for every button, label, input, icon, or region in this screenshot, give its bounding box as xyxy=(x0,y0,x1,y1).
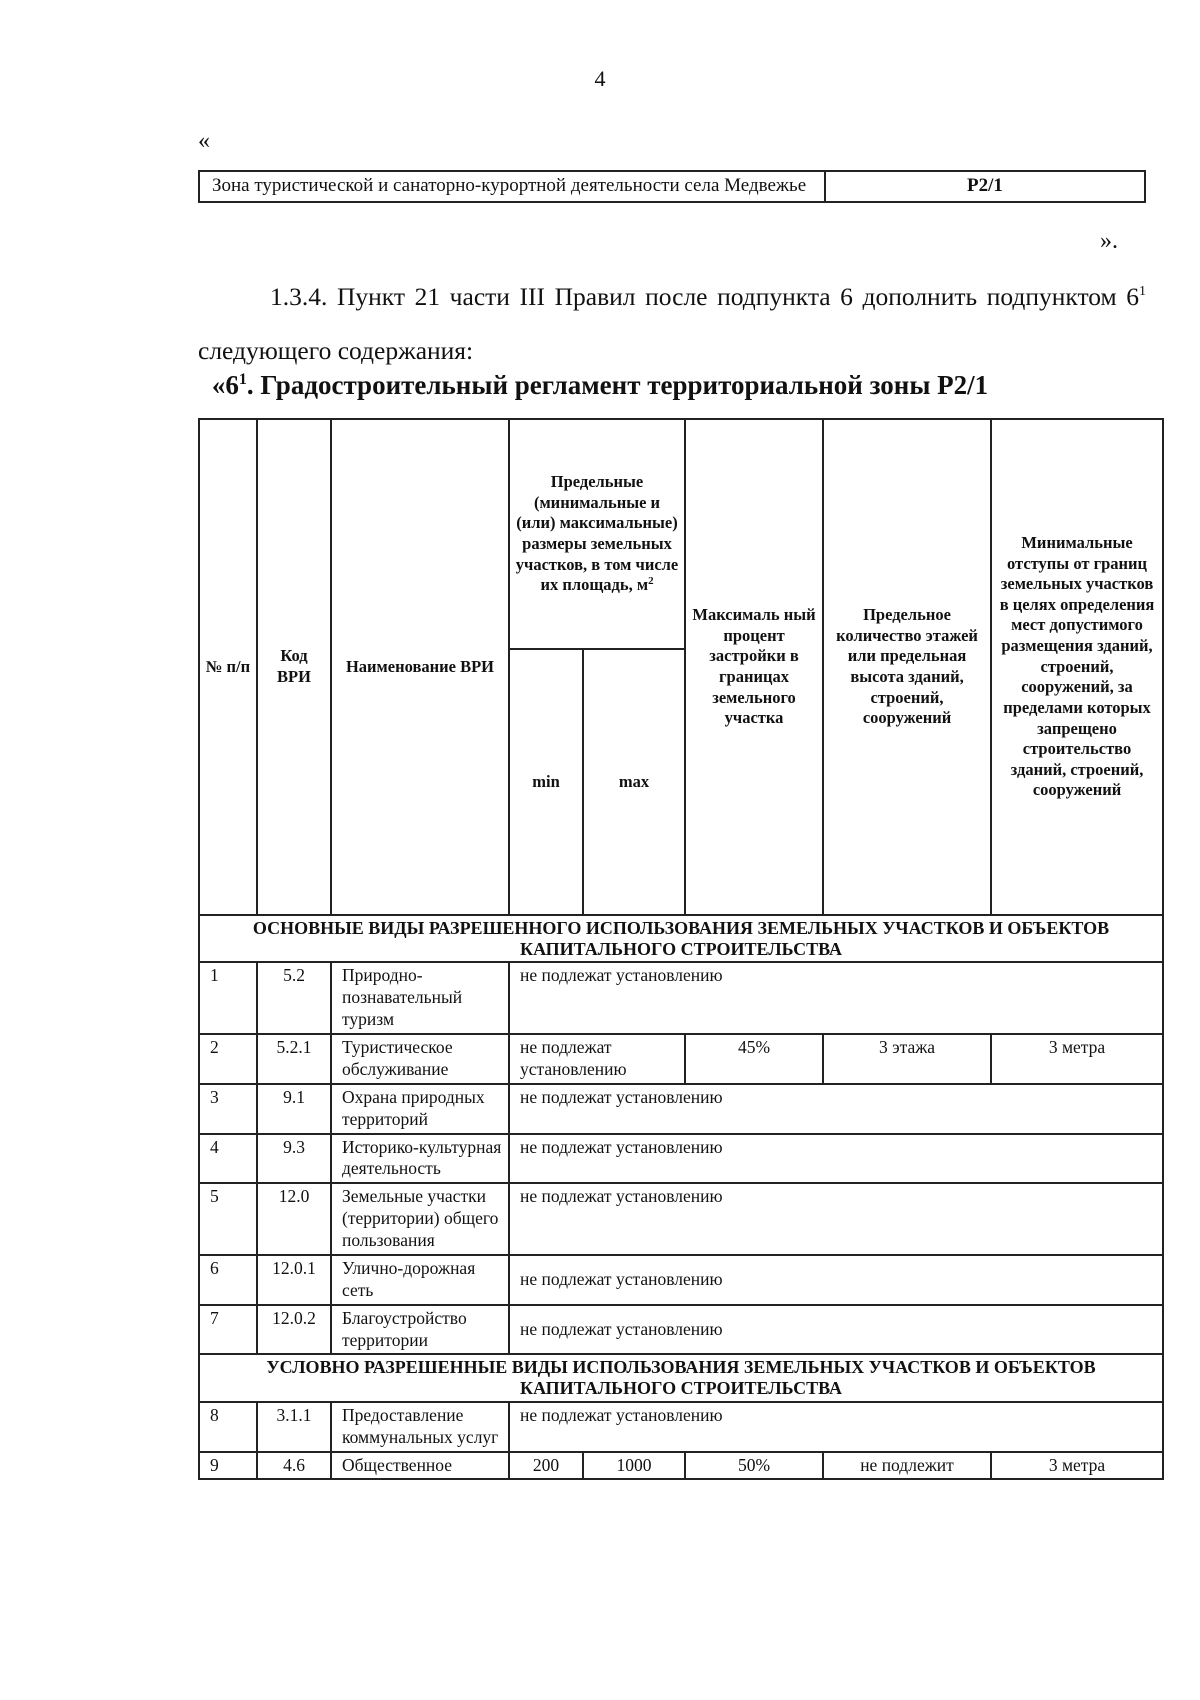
row-merged-value: не подлежат установлению xyxy=(509,1402,1163,1452)
row-merged-value: не подлежат установлению xyxy=(509,1255,1163,1305)
row-name: Земельные участки (территории) общего пользования xyxy=(331,1183,509,1255)
heading-text: . Градостроительный регламент территориальной зоны Р2/1 xyxy=(246,370,989,400)
header-name: Наименование ВРИ xyxy=(331,419,509,915)
header-size-group-text: Предельные (минимальные и (или) максимальные) размеры земельных участков, в том числе их площадь, м xyxy=(515,472,679,595)
heading-superscript: 1 xyxy=(238,371,247,388)
row-name: Туристическое обслуживание xyxy=(331,1034,509,1084)
header-code: Код ВРИ xyxy=(257,419,331,915)
header-row xyxy=(199,419,1163,649)
row-code: 9.1 xyxy=(257,1084,331,1134)
paragraph-superscript: 1 xyxy=(1139,284,1146,299)
paragraph-text: 1.3.4. Пункт 21 части III Правил после подпункта 6 дополнить подпунктом 6 xyxy=(270,282,1139,311)
table-row xyxy=(199,962,1163,1034)
row-num: 8 xyxy=(199,1402,257,1452)
table-row xyxy=(199,1305,1163,1355)
amendment-paragraph xyxy=(198,270,1146,378)
header-max-percent: Максималь ный процент застройки в границах земельного участка xyxy=(685,419,823,915)
closing-quote-mark: ». xyxy=(1100,228,1118,254)
header-size-group xyxy=(509,419,685,649)
row-floors: 3 этажа xyxy=(823,1034,991,1084)
row-merged-value: не подлежат установлению xyxy=(509,1305,1163,1355)
row-code: 4.6 xyxy=(257,1452,331,1480)
row-floors: не подлежит xyxy=(823,1452,991,1480)
row-size: не подлежат установлению xyxy=(509,1034,685,1084)
opening-quote-mark: « xyxy=(198,128,210,154)
zone-code-cell: Р2/1 xyxy=(825,171,1145,202)
section-row-main xyxy=(199,915,1163,962)
page-number: 4 xyxy=(594,66,606,91)
row-code: 5.2 xyxy=(257,962,331,1034)
row-code: 12.0.1 xyxy=(257,1255,331,1305)
table-row xyxy=(199,1034,1163,1084)
row-code: 12.0 xyxy=(257,1183,331,1255)
zone-table xyxy=(198,170,1146,203)
row-num: 7 xyxy=(199,1305,257,1355)
row-num: 5 xyxy=(199,1183,257,1255)
row-name: Общественное xyxy=(331,1452,509,1480)
row-num: 1 xyxy=(199,962,257,1034)
row-percent: 50% xyxy=(685,1452,823,1480)
row-num: 4 xyxy=(199,1134,257,1184)
table-row xyxy=(199,1402,1163,1452)
header-num: № п/п xyxy=(199,419,257,915)
heading-prefix: «6 xyxy=(211,370,239,400)
row-num: 6 xyxy=(199,1255,257,1305)
row-min: 200 xyxy=(509,1452,583,1480)
header-size-superscript: 2 xyxy=(648,575,654,588)
row-merged-value: не подлежат установлению xyxy=(509,962,1163,1034)
row-code: 9.3 xyxy=(257,1134,331,1184)
header-setbacks: Минимальные отступы от границ земельных участков в целях определения мест допустимого размещения зданий, строений, сооружений, за пределами которых запрещено строительство зданий, строений, сооружений xyxy=(991,419,1163,915)
row-merged-value: не подлежат установлению xyxy=(509,1183,1163,1255)
zone-row xyxy=(199,171,1145,202)
table-row xyxy=(199,1084,1163,1134)
table-row xyxy=(199,1134,1163,1184)
regulation-table xyxy=(198,418,1164,1480)
row-code: 5.2.1 xyxy=(257,1034,331,1084)
row-code: 3.1.1 xyxy=(257,1402,331,1452)
header-min: min xyxy=(509,649,583,915)
table-row xyxy=(199,1255,1163,1305)
section-title: ОСНОВНЫЕ ВИДЫ РАЗРЕШЕННОГО ИСПОЛЬЗОВАНИЯ ЗЕМЕЛЬНЫХ УЧАСТКОВ И ОБЪЕКТОВ КАПИТАЛЬНОГО СТРОИТЕЛЬСТВА xyxy=(199,915,1163,962)
zone-name-cell: Зона туристической и санаторно-курортной деятельности села Медвежье xyxy=(199,171,825,202)
row-max: 1000 xyxy=(583,1452,685,1480)
row-name: Предоставление коммунальных услуг xyxy=(331,1402,509,1452)
paragraph-text-end: следующего содержания: xyxy=(198,336,474,365)
row-name: Благоустройство территории xyxy=(331,1305,509,1355)
table-row xyxy=(199,1183,1163,1255)
row-merged-value: не подлежат установлению xyxy=(509,1134,1163,1184)
row-num: 3 xyxy=(199,1084,257,1134)
row-percent: 45% xyxy=(685,1034,823,1084)
row-code: 12.0.2 xyxy=(257,1305,331,1355)
row-merged-value: не подлежат установлению xyxy=(509,1084,1163,1134)
table-row xyxy=(199,1452,1163,1480)
row-name: Охрана природных территорий xyxy=(331,1084,509,1134)
row-name: Природно-познавательный туризм xyxy=(331,962,509,1034)
row-name: Улично-дорожная сеть xyxy=(331,1255,509,1305)
section-heading xyxy=(0,370,1200,401)
header-floors: Предельное количество этажей или предельная высота зданий, строений, сооружений xyxy=(823,419,991,915)
row-name: Историко-культурная деятельность xyxy=(331,1134,509,1184)
row-num: 9 xyxy=(199,1452,257,1480)
row-num: 2 xyxy=(199,1034,257,1084)
section-title: УСЛОВНО РАЗРЕШЕННЫЕ ВИДЫ ИСПОЛЬЗОВАНИЯ ЗЕМЕЛЬНЫХ УЧАСТКОВ И ОБЪЕКТОВ КАПИТАЛЬНОГО СТРОИТЕЛЬСТВА xyxy=(199,1354,1163,1401)
row-setback: 3 метра xyxy=(991,1034,1163,1084)
section-row-conditional xyxy=(199,1354,1163,1401)
header-max: max xyxy=(583,649,685,915)
row-setback: 3 метра xyxy=(991,1452,1163,1480)
